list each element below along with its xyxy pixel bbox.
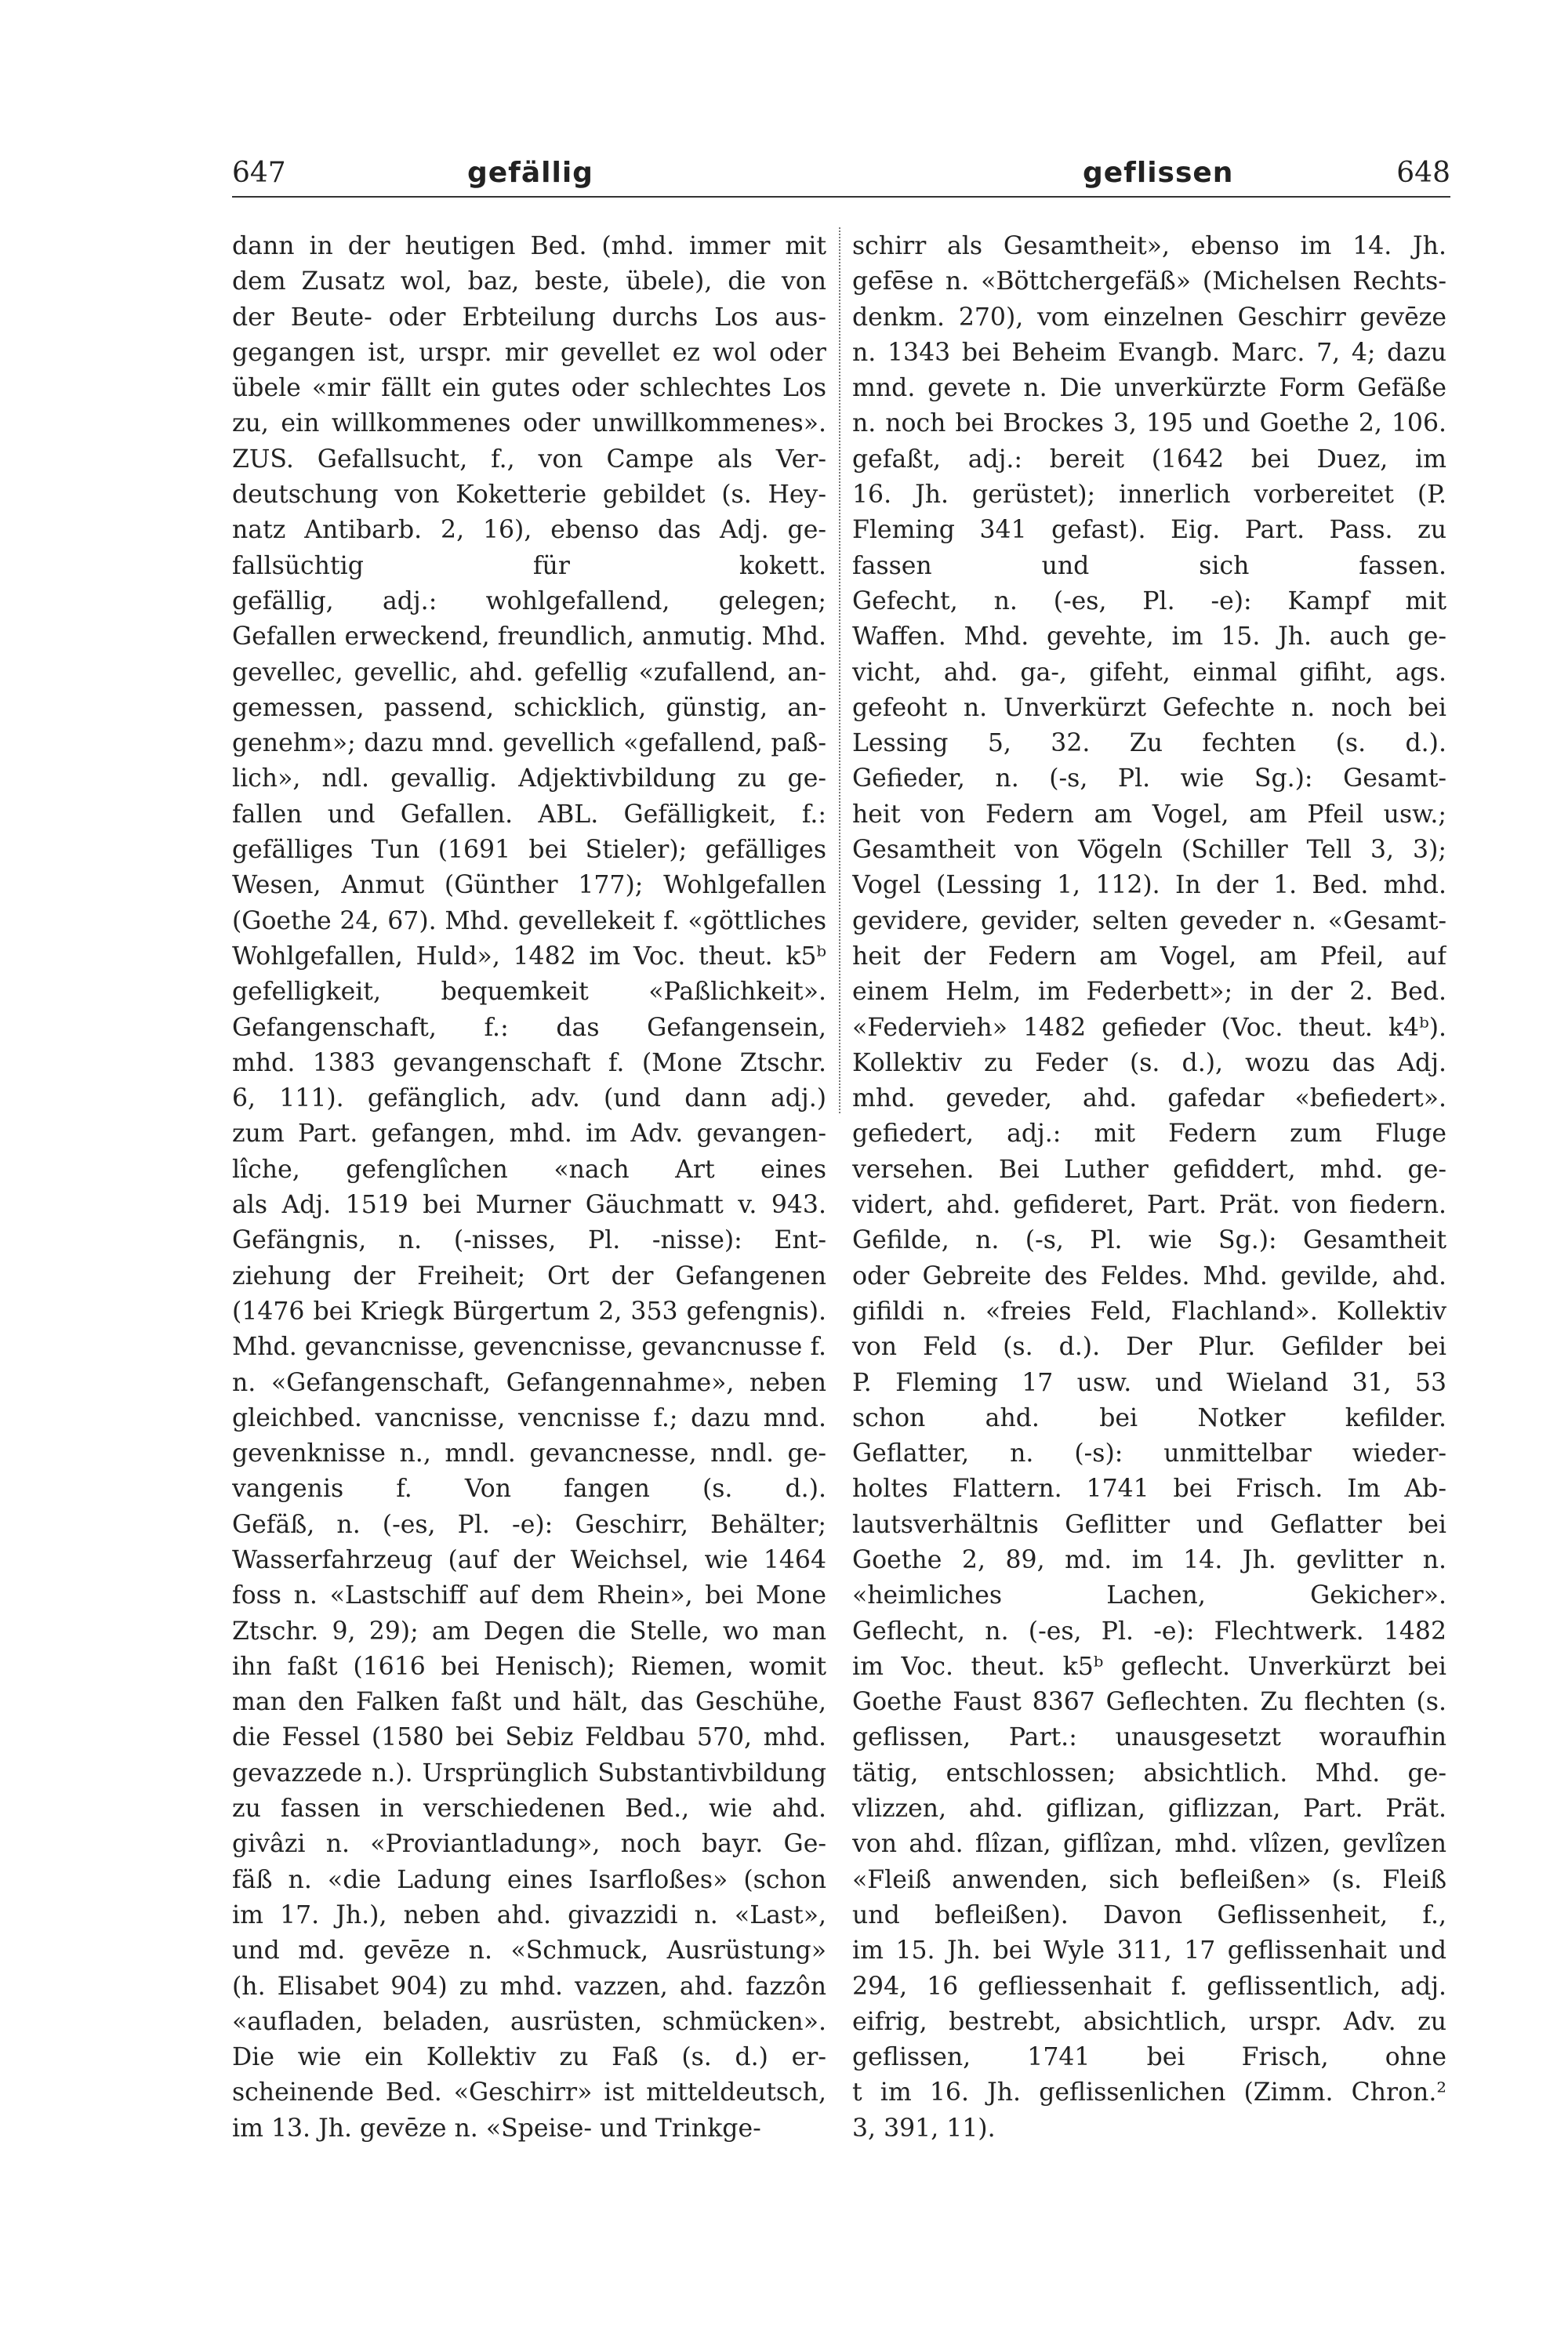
text-line: Gefilde, n. (-s, Pl. wie Sg.): Gesamtheit — [852, 1226, 1446, 1255]
header-keyword-left: gefällig — [467, 157, 593, 189]
text-line: und befleißen). Davon Geflissenheit, f., — [852, 1900, 1446, 1929]
text-line: gevenknisse n., mndl. gevancnesse, nndl. ge- — [232, 1439, 826, 1468]
text-line: schirr als Gesamtheit», ebenso im 14. Jh. — [852, 232, 1446, 260]
text-line: dann in der heutigen Bed. (mhd. immer mit — [232, 232, 826, 260]
text-line: Goethe Faust 8367 Geflechten. Zu flechten (s. — [852, 1688, 1446, 1717]
text-line: gemessen, passend, schicklich, günstig, an- — [232, 693, 826, 722]
left-column — [232, 229, 826, 2147]
text-line: gegangen ist, urspr. mir gevellet ez wol oder — [232, 338, 826, 367]
text-line: Geflatter, n. (-s): unmittelbar wieder- — [852, 1439, 1446, 1468]
text-line: von ahd. flîzan, giflîzan, mhd. vlîzen, gevlîzen — [852, 1830, 1446, 1859]
text-line: übele «mir fällt ein gutes oder schlechtes Los — [232, 374, 826, 403]
text-line: tätig, entschlossen; absichtlich. Mhd. ge- — [852, 1759, 1446, 1788]
text-line: «heimliches Lachen, Gekicher». — [852, 1581, 1446, 1610]
text-line: lîche, gefenglîchen «nach Art eines — [232, 1155, 826, 1184]
text-line: Goethe 2, 89, md. im 14. Jh. gevlitter n. — [852, 1545, 1446, 1574]
page-number-right: 648 — [1396, 157, 1450, 189]
text-line: (h. Elisabet 904) zu mhd. vazzen, ahd. fazzôn — [232, 1972, 826, 2001]
text-line: Wasserfahrzeug (auf der Weichsel, wie 1464 — [232, 1545, 826, 1574]
text-line: zum Part. gefangen, mhd. im Adv. gevangen- — [232, 1120, 826, 1149]
text-line: n. «Gefangenschaft, Gefangennahme», neben — [232, 1368, 826, 1397]
text-line: givâzi n. «Proviantladung», noch bayr. Ge- — [232, 1830, 826, 1859]
text-line: als Adj. 1519 bei Murner Gäuchmatt v. 943. — [232, 1191, 826, 1220]
text-line: Wesen, Anmut (Günther 177); Wohlgefallen — [232, 871, 826, 900]
text-line: P. Fleming 17 usw. und Wieland 31, 53 — [852, 1368, 1446, 1397]
text-line: ihn faßt (1616 bei Henisch); Riemen, womit — [232, 1652, 826, 1681]
text-line: 6, 111). gefänglich, adv. (und dann adj.) — [232, 1084, 826, 1113]
text-line: Mhd. gevancnisse, gevencnisse, gevancnusse f. — [232, 1333, 826, 1362]
text-line: Ztschr. 9, 29); am Degen die Stelle, wo man — [232, 1617, 826, 1646]
text-line: man den Falken faßt und hält, das Geschühe, — [232, 1688, 826, 1717]
page-number-left: 647 — [232, 157, 286, 189]
text-line: ZUS. Gefallsucht, f., von Campe als Ver- — [232, 445, 826, 474]
header-keyword-right: geflissen — [1083, 157, 1234, 189]
text-line: eifrig, bestrebt, absichtlich, urspr. Adv. zu — [852, 2007, 1446, 2036]
text-line: gevellec, gevellic, ahd. gefellig «zufallend, an- — [232, 658, 826, 687]
text-line: genehm»; dazu mnd. gevellich «gefallend, paß- — [232, 729, 826, 758]
text-line: versehen. Bei Luther gefiddert, mhd. ge- — [852, 1155, 1446, 1184]
text-line: gefällig, adj.: wohlgefallend, gelegen; — [232, 586, 826, 615]
text-line: Gefäß, n. (-es, Pl. -e): Geschirr, Behälter; — [232, 1510, 826, 1539]
text-line: von Feld (s. d.). Der Plur. Gefilder bei — [852, 1333, 1446, 1362]
text-line: «Federvieh» 1482 gefieder (Voc. theut. k4ᵇ). — [852, 1013, 1446, 1042]
text-line: vicht, ahd. ga-, gifeht, einmal gifiht, ags. — [852, 658, 1446, 687]
text-line: denkm. 270), vom einzelnen Geschirr gevēze — [852, 303, 1446, 332]
text-line: fallsüchtig für kokett. — [232, 551, 826, 580]
text-line: Geflecht, n. (-es, Pl. -e): Flechtwerk. 1482 — [852, 1617, 1446, 1646]
text-line: «aufladen, beladen, ausrüsten, schmücken». — [232, 2007, 826, 2036]
text-line: natz Antibarb. 2, 16), ebenso das Adj. ge- — [232, 516, 826, 545]
text-line: im 15. Jh. bei Wyle 311, 17 geflissenhait und — [852, 1936, 1446, 1965]
text-line: Fleming 341 gefast). Eig. Part. Pass. zu — [852, 516, 1446, 545]
text-line: Gefängnis, n. (-nisses, Pl. -nisse): Ent- — [232, 1226, 826, 1255]
text-line: n. noch bei Brockes 3, 195 und Goethe 2, 106. — [852, 409, 1446, 438]
text-line: im 13. Jh. gevēze n. «Speise- und Trinkge- — [232, 2114, 761, 2143]
text-line: gefiedert, adj.: mit Federn zum Fluge — [852, 1120, 1446, 1149]
text-line: mhd. geveder, ahd. gafedar «befiedert». — [852, 1084, 1446, 1113]
text-line: Gefieder, n. (-s, Pl. wie Sg.): Gesamt- — [852, 764, 1446, 793]
text-line: fallen und Gefallen. ABL. Gefälligkeit, f.: — [232, 800, 826, 829]
text-line: der Beute- oder Erbteilung durchs Los aus- — [232, 303, 826, 332]
text-line: n. 1343 bei Beheim Evangb. Marc. 7, 4; dazu — [852, 338, 1446, 367]
text-line: und md. gevēze n. «Schmuck, Ausrüstung» — [232, 1936, 826, 1965]
text-line: Gefecht, n. (-es, Pl. -e): Kampf mit — [852, 586, 1446, 615]
right-column — [852, 229, 1446, 2147]
text-line: fassen und sich fassen. — [852, 551, 1446, 580]
page-header — [232, 154, 1450, 209]
text-line: «Fleiß anwenden, sich befleißen» (s. Fleiß — [852, 1865, 1446, 1894]
text-line: zu, ein willkommenes oder unwillkommenes». — [232, 409, 826, 438]
text-line: 16. Jh. gerüstet); innerlich vorbereitet (P. — [852, 481, 1446, 510]
text-line: mnd. gevete n. Die unverkürzte Form Gefäße — [852, 374, 1446, 403]
text-line: holtes Flattern. 1741 bei Frisch. Im Ab- — [852, 1475, 1446, 1504]
text-line: Wohlgefallen, Huld», 1482 im Voc. theut. k5ᵇ — [232, 942, 826, 971]
text-line: (Goethe 24, 67). Mhd. gevellekeit f. «göttliches — [232, 906, 826, 935]
text-line: einem Helm, im Federbett»; in der 2. Bed. — [852, 978, 1446, 1007]
text-line: (1476 bei Kriegk Bürgertum 2, 353 gefengnis). — [232, 1297, 826, 1326]
text-line: zu fassen in verschiedenen Bed., wie ahd. — [232, 1795, 826, 1824]
text-line: t im 16. Jh. geflissenlichen (Zimm. Chron.² — [852, 2078, 1446, 2107]
text-line: Waffen. Mhd. gevehte, im 15. Jh. auch ge- — [852, 622, 1446, 652]
text-line: foss n. «Lastschiff auf dem Rhein», bei Mone — [232, 1581, 826, 1610]
text-line: heit der Federn am Vogel, am Pfeil, auf — [852, 942, 1446, 971]
text-line: lautsverhältnis Geflitter und Geflatter bei — [852, 1510, 1446, 1539]
text-line: im 17. Jh.), neben ahd. givazzidi n. «Last», — [232, 1900, 826, 1929]
text-line: geflissen, Part.: unausgesetzt woraufhin — [852, 1723, 1446, 1752]
text-line: 3, 391, 11). — [852, 2114, 996, 2143]
text-line: Die wie ein Kollektiv zu Faß (s. d.) er- — [232, 2043, 826, 2072]
text-line: Vogel (Lessing 1, 112). In der 1. Bed. mhd. — [852, 871, 1446, 900]
text-line: gefaßt, adj.: bereit (1642 bei Duez, im — [852, 445, 1446, 474]
text-line: gevazzede n.). Ursprünglich Substantivbildung — [232, 1759, 826, 1788]
text-line: im Voc. theut. k5ᵇ geflecht. Unverkürzt bei — [852, 1652, 1446, 1681]
text-line: Kollektiv zu Feder (s. d.), wozu das Adj. — [852, 1048, 1446, 1077]
text-line: gifildi n. «freies Feld, Flachland». Kollektiv — [852, 1297, 1446, 1326]
text-line: Gesamtheit von Vögeln (Schiller Tell 3, 3); — [852, 836, 1446, 865]
text-line: oder Gebreite des Feldes. Mhd. gevilde, ahd. — [852, 1261, 1446, 1290]
text-line: gefelligkeit, bequemkeit «Paßlichkeit». — [232, 978, 826, 1007]
text-line: Gefallen erweckend, freundlich, anmutig. Mhd. — [232, 622, 826, 652]
text-line: 294, 16 gefliessenhait f. geflissentlich, adj. — [852, 1972, 1446, 2001]
text-line: heit von Federn am Vogel, am Pfeil usw.; — [852, 800, 1446, 829]
text-line: gefeoht n. Unverkürzt Gefechte n. noch bei — [852, 693, 1446, 722]
text-line: geflissen, 1741 bei Frisch, ohne — [852, 2043, 1446, 2072]
text-line: vidert, ahd. gefideret, Part. Prät. von fiedern. — [852, 1191, 1446, 1220]
text-line: scheinende Bed. «Geschirr» ist mitteldeutsch, — [232, 2078, 826, 2107]
text-line: dem Zusatz wol, baz, beste, übele), die von — [232, 267, 826, 296]
column-divider — [839, 227, 840, 1113]
text-line: Lessing 5, 32. Zu fechten (s. d.). — [852, 729, 1446, 758]
text-line: vangenis f. Von fangen (s. d.). — [232, 1475, 826, 1504]
text-line: lich», ndl. gevallig. Adjektivbildung zu ge- — [232, 764, 826, 793]
text-line: mhd. 1383 gevangenschaft f. (Mone Ztschr. — [232, 1048, 826, 1077]
text-line: gefēse n. «Böttchergefäß» (Michelsen Rechts- — [852, 267, 1446, 296]
text-line: schon ahd. bei Notker kefilder. — [852, 1403, 1446, 1432]
text-line: vlizzen, ahd. giflizan, giflizzan, Part. Prät. — [852, 1795, 1446, 1824]
text-line: fäß n. «die Ladung eines Isarfloßes» (schon — [232, 1865, 826, 1894]
text-line: gefälliges Tun (1691 bei Stieler); gefälliges — [232, 836, 826, 865]
text-line: die Fessel (1580 bei Sebiz Feldbau 570, mhd. — [232, 1723, 826, 1752]
text-line: ziehung der Freiheit; Ort der Gefangenen — [232, 1261, 826, 1290]
text-line: Gefangenschaft, f.: das Gefangensein, — [232, 1013, 826, 1042]
header-rule — [232, 196, 1450, 198]
text-line: deutschung von Koketterie gebildet (s. Hey- — [232, 481, 826, 510]
text-line: gleichbed. vancnisse, vencnisse f.; dazu mnd. — [232, 1403, 826, 1432]
text-line: gevidere, gevider, selten geveder n. «Gesamt- — [852, 906, 1446, 935]
